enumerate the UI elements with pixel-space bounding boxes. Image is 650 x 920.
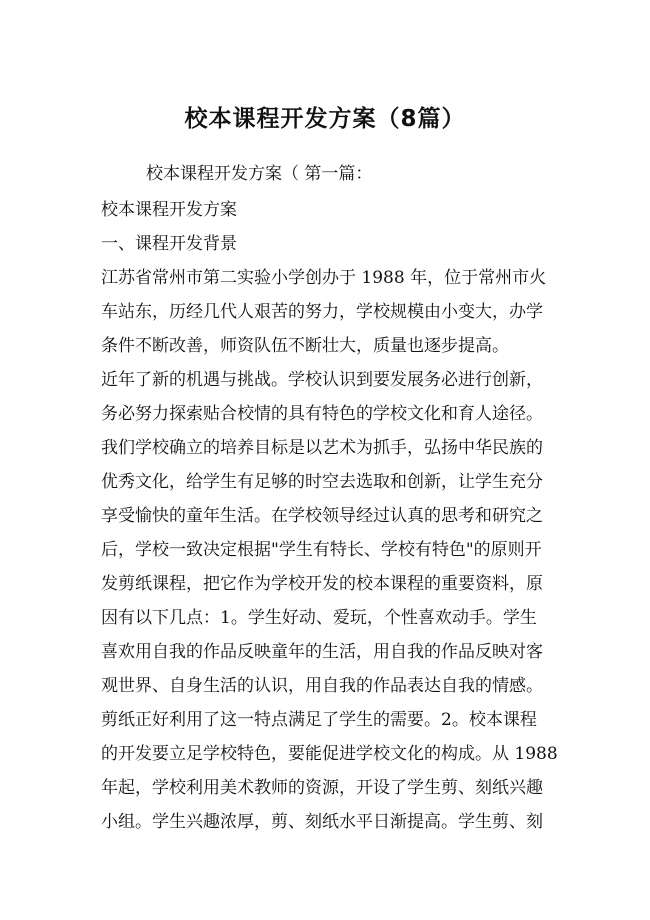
body-text-line: 条件不断改善，师资队伍不断壮大，质量也逐步提高。 bbox=[101, 336, 509, 356]
body-text-line: 后，学校一致决定根据"学生有特长、学校有特色"的原则开 bbox=[101, 540, 542, 560]
body-text-line: 近年了新的机遇与挑战。学校认识到要发展务必进行创新， bbox=[101, 370, 543, 390]
body-text-line: 因有以下几点：1。学生好动、爱玩，个性喜欢动手。学生 bbox=[101, 608, 537, 628]
body-text-line: 的开发要立足学校特色，要能促进学校文化的构成。从 1988 bbox=[101, 744, 558, 764]
body-text-line: 优秀文化，给学生有足够的时空去选取和创新，让学生充分 bbox=[101, 472, 543, 492]
body-text-line: 剪纸正好利用了这一特点满足了学生的需要。2。校本课程 bbox=[101, 710, 537, 730]
body-text-line: 车站东，历经几代人艰苦的努力，学校规模由小变大，办学 bbox=[101, 302, 543, 322]
body-text-line: 享受愉快的童年生活。在学校领导经过认真的思考和研究之 bbox=[101, 506, 543, 526]
body-text-line: 我们学校确立的培养目标是以艺术为抓手，弘扬中华民族的 bbox=[101, 438, 543, 458]
body-text-line: 观世界、自身生活的认识，用自我的作品表达自我的情感。 bbox=[101, 676, 543, 696]
body-text-line: 江苏省常州市第二实验小学创办于 1988 年，位于常州市火 bbox=[101, 268, 547, 288]
body-text-line: 务必努力探索贴合校情的具有特色的学校文化和育人途径。 bbox=[101, 404, 543, 424]
body-text-line: 小组。学生兴趣浓厚，剪、刻纸水平日渐提高。学生剪、刻 bbox=[101, 812, 543, 832]
document-subtitle: 校本课程开发方案（ 第一篇： bbox=[146, 164, 373, 184]
section-heading: 校本课程开发方案 bbox=[101, 200, 237, 220]
body-text-line: 喜欢用自我的作品反映童年的生活，用自我的作品反映对客 bbox=[101, 642, 543, 662]
body-text-line: 发剪纸课程，把它作为学校开发的校本课程的重要资料，原 bbox=[101, 574, 543, 594]
section-heading: 一、课程开发背景 bbox=[101, 234, 237, 254]
document-title: 校本课程开发方案（8篇） bbox=[184, 106, 466, 132]
body-text-line: 年起，学校利用美术教师的资源，开设了学生剪、刻纸兴趣 bbox=[101, 778, 543, 798]
